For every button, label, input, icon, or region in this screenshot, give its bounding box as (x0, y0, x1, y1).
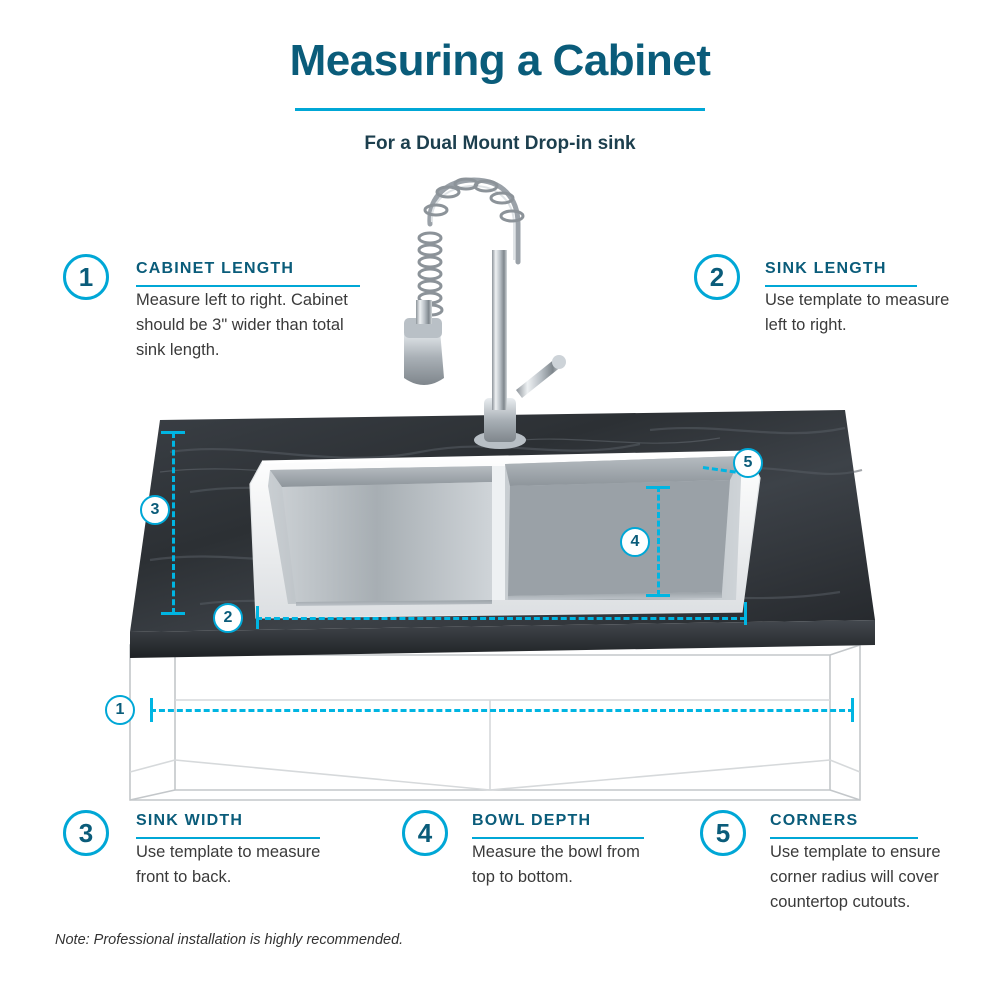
callout-body-2: Use template to measure left to right. (765, 291, 950, 334)
callout-badge-3: 3 (63, 810, 109, 856)
diagram-marker-1: 1 (105, 695, 135, 725)
dimension-cap-left-1 (150, 698, 153, 722)
callout-badge-4: 4 (402, 810, 448, 856)
dimension-cap-right-1 (851, 698, 854, 722)
callout-body-3: Use template to measure front to back. (136, 843, 321, 886)
dimension-cap-right-2 (744, 602, 747, 625)
callout-body-5: Use template to ensure corner radius will cover countertop cutouts. (770, 843, 941, 911)
dimension-line-cabinet-length (150, 709, 854, 712)
callout-body-4: Measure the bowl from top to bottom. (472, 843, 640, 886)
callout-badge-5: 5 (700, 810, 746, 856)
dimension-cap-bottom-3 (161, 612, 185, 615)
dimension-line-sink-width (172, 432, 175, 614)
footnote: Note: Professional installation is highly recommended. (55, 932, 404, 948)
dimension-line-bowl-depth (657, 486, 660, 596)
diagram-marker-5: 5 (733, 448, 763, 478)
callout-body-1: Measure left to right. Cabinet should be 3" wider than total sink length. (136, 291, 348, 359)
page-title: Measuring a Cabinet (289, 36, 711, 85)
callout-heading-5: CORNERS (770, 812, 859, 829)
callout-badge-1: 1 (63, 254, 109, 300)
callout-heading-3: SINK WIDTH (136, 812, 244, 829)
dimension-cap-top-3 (161, 431, 185, 434)
diagram-marker-2: 2 (213, 603, 243, 633)
dimension-line-sink-length (256, 617, 746, 620)
diagram-marker-3: 3 (140, 495, 170, 525)
diagram-marker-4: 4 (620, 527, 650, 557)
dimension-cap-top-4 (646, 486, 670, 489)
callout-heading-2: SINK LENGTH (765, 260, 887, 277)
callout-badge-2: 2 (694, 254, 740, 300)
page-subtitle: For a Dual Mount Drop-in sink (364, 133, 636, 154)
callout-heading-1: CABINET LENGTH (136, 260, 295, 277)
dimension-cap-left-2 (256, 606, 259, 629)
callout-heading-4: BOWL DEPTH (472, 812, 592, 829)
dimension-cap-bottom-4 (646, 594, 670, 597)
